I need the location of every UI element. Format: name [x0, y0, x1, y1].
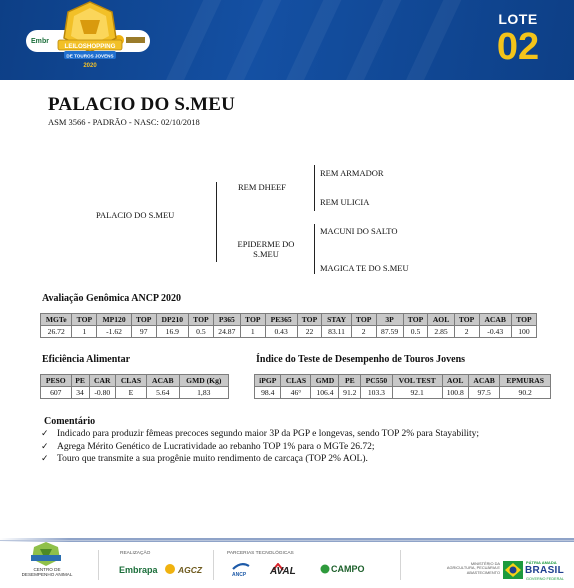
feed-value-cell: E: [115, 387, 146, 399]
feed-header-cell: CLAS: [115, 375, 146, 387]
genomic-value-cell: 2.85: [428, 326, 454, 338]
genomic-value-cell: 22: [297, 326, 322, 338]
genomic-header-cell: STAY: [322, 314, 351, 326]
feed-value-cell: 607: [41, 387, 72, 399]
performance-title: Índice do Teste de Desempenho de Touros Jovens: [256, 354, 466, 365]
pedigree-dam-sire: MACUNI DO SALTO: [320, 226, 398, 236]
brasil-subline: GOVERNO FEDERAL: [526, 577, 564, 581]
performance-header-cell: CLAS: [281, 375, 311, 387]
agcz-sun-icon: [164, 563, 176, 575]
genomic-header-cell: TOP: [454, 314, 479, 326]
genomic-value-row: [41, 326, 537, 338]
genomic-header-row: [41, 314, 537, 326]
genomic-header-cell: 3P: [376, 314, 403, 326]
footer-separator: [98, 550, 99, 580]
performance-header-cell: PC550: [361, 375, 392, 387]
commentary-text: Indicado para produzir fêmeas precoces segundo maior 3P da PGP e longevas, sendo TOP 2% para Stayability;: [57, 429, 480, 439]
feed-header-row: [41, 375, 229, 387]
genomic-value-cell: 26.72: [41, 326, 72, 338]
emblem-title: LEILOSHOPPING: [64, 43, 116, 50]
performance-value-cell: 97.5: [468, 387, 500, 399]
performance-value-cell: 103.3: [361, 387, 392, 399]
feed-title: Eficiência Alimentar: [42, 354, 131, 365]
feed-value-row: [41, 387, 229, 399]
brasil-tagline: PÁTRIA AMADA: [526, 560, 557, 565]
genomic-value-cell: 1: [240, 326, 265, 338]
genomic-header-cell: TOP: [131, 314, 156, 326]
campo-logo: CAMPO: [331, 564, 365, 574]
realizacao-label: REALIZAÇÃO: [120, 551, 151, 556]
svg-text:br: br: [42, 38, 49, 45]
feed-header-cell: CAR: [89, 375, 115, 387]
genomic-value-cell: -1.62: [97, 326, 131, 338]
performance-header-cell: GMD: [311, 375, 339, 387]
pedigree-bracket-1: [216, 182, 217, 262]
genomic-value-cell: 0.5: [188, 326, 213, 338]
genomic-value-cell: 100: [511, 326, 536, 338]
performance-value-cell: 91.2: [339, 387, 361, 399]
genomic-value-cell: 97: [131, 326, 156, 338]
brazil-flag-icon: [503, 561, 523, 579]
animal-details: ASM 3566 - PADRÃO - NASC: 02/10/2018: [48, 117, 200, 127]
genomic-header-cell: MGTe: [41, 314, 72, 326]
footer-divider: [0, 540, 574, 541]
pedigree-sire: REM DHEEF: [238, 182, 286, 192]
genomic-value-cell: 87.59: [376, 326, 403, 338]
commentary-item: [40, 442, 540, 454]
performance-value-cell: 90.2: [500, 387, 551, 399]
feed-header-cell: PE: [71, 375, 89, 387]
feed-value-cell: -0.80: [89, 387, 115, 399]
performance-value-cell: 46°: [281, 387, 311, 399]
commentary-text: Agrega Mérito Genético de Lucratividade ao rebanho TOP 1% para o MGTe 26.72;: [57, 441, 375, 452]
genomic-header-cell: DP210: [156, 314, 188, 326]
genomic-header-cell: P365: [213, 314, 240, 326]
genomic-value-cell: 0.5: [403, 326, 428, 338]
feed-table: [40, 374, 229, 399]
genomic-header-cell: AOL: [428, 314, 454, 326]
feed-header-cell: GMD (Kg): [179, 375, 228, 387]
commentary-item: [40, 429, 540, 441]
performance-table: [254, 374, 551, 399]
feed-value-cell: 1,83: [179, 387, 228, 399]
lot-label: LOTE: [498, 11, 538, 27]
genomic-header-cell: ACAB: [479, 314, 511, 326]
genomic-value-cell: 83.11: [322, 326, 351, 338]
genomic-value-cell: 2: [351, 326, 376, 338]
pedigree-self: PALACIO DO S.MEU: [96, 210, 175, 220]
performance-header-cell: VOL TEST: [392, 375, 442, 387]
check-icon: ✓: [41, 454, 49, 464]
performance-header-cell: EPMURAS: [500, 375, 551, 387]
genomic-value-cell: 24.87: [213, 326, 240, 338]
pedigree-sire-dam: REM ULICIA: [320, 197, 370, 207]
genomic-header-cell: TOP: [511, 314, 536, 326]
genomic-value-cell: 0.43: [265, 326, 297, 338]
feed-value-cell: 34: [71, 387, 89, 399]
genomic-value-cell: -0.43: [479, 326, 511, 338]
emblem-subtitle: DE TOUROS JOVENS: [66, 53, 114, 59]
footer-separator: [400, 550, 401, 580]
pedigree-sire-sire: REM ARMADOR: [320, 168, 384, 178]
genomic-header-cell: TOP: [240, 314, 265, 326]
footer-separator: [213, 550, 214, 580]
genomic-header-cell: MP120: [97, 314, 131, 326]
genomic-header-cell: TOP: [351, 314, 376, 326]
check-icon: ✓: [41, 441, 49, 452]
emblem-year: 2020: [83, 63, 97, 69]
ancp-swoosh-icon: [232, 561, 250, 571]
leiloshopping-emblem-icon: [52, 0, 128, 78]
brasil-logo: BRASIL: [525, 565, 565, 576]
genomic-table: [40, 313, 537, 338]
center-name: CENTRO DE DESEMPENHO ANIMAL: [21, 567, 73, 577]
feed-header-cell: ACAB: [146, 375, 179, 387]
ministry-name: MINISTÉRIO DA AGRICULTURA, PECUÁRIA E ABASTECIMENTO: [446, 561, 500, 575]
animal-name: PALACIO DO S.MEU: [48, 94, 236, 115]
performance-header-cell: AOL: [442, 375, 468, 387]
genomic-value-cell: 2: [454, 326, 479, 338]
commentary-text: Touro que transmite a sua progênie muito rendimento de carcaça (TOP 2% AOL).: [57, 454, 368, 464]
performance-header-cell: ACAB: [468, 375, 500, 387]
parcerias-label: PARCERIAS TECNOLÓGICAS: [227, 551, 294, 556]
svg-text:Em: Em: [31, 38, 42, 45]
performance-value-cell: 106.4: [311, 387, 339, 399]
embrapa-logo: Embrapa: [119, 565, 158, 575]
ancp-logo: ANCP: [232, 572, 247, 578]
pedigree-dam-dam: MAGICA TE DO S.MEU: [320, 263, 409, 273]
performance-value-cell: 100.8: [442, 387, 468, 399]
genomic-header-cell: TOP: [188, 314, 213, 326]
genomic-header-cell: TOP: [297, 314, 322, 326]
performance-header-cell: PE: [339, 375, 361, 387]
performance-value-cell: 98.4: [255, 387, 281, 399]
feed-value-cell: 5.64: [146, 387, 179, 399]
agcz-logo: AGCZ: [178, 565, 203, 575]
genomic-header-cell: PE365: [265, 314, 297, 326]
performance-value-row: [255, 387, 551, 399]
genomic-value-cell: 1: [72, 326, 97, 338]
genomic-header-cell: TOP: [403, 314, 428, 326]
performance-value-cell: 92.1: [392, 387, 442, 399]
commentary-list: [40, 429, 540, 467]
performance-header-cell: iPGP: [255, 375, 281, 387]
pedigree-bracket-3: [314, 224, 315, 274]
pedigree-dam: EPIDERME DO S.MEU: [237, 239, 295, 259]
commentary-title: Comentário: [44, 416, 96, 427]
check-icon: ✓: [41, 429, 49, 439]
campo-leaf-icon: [320, 564, 330, 574]
genomic-value-cell: 16.9: [156, 326, 188, 338]
genomic-title: Avaliação Genômica ANCP 2020: [42, 293, 181, 304]
genomic-header-cell: TOP: [72, 314, 97, 326]
aval-logo: AVAL: [270, 566, 296, 577]
performance-header-row: [255, 375, 551, 387]
feed-header-cell: PESO: [41, 375, 72, 387]
lot-number: 02: [496, 26, 540, 68]
commentary-item: [40, 454, 540, 466]
cda-emblem-icon: [28, 541, 64, 567]
pedigree-bracket-2: [314, 165, 315, 211]
